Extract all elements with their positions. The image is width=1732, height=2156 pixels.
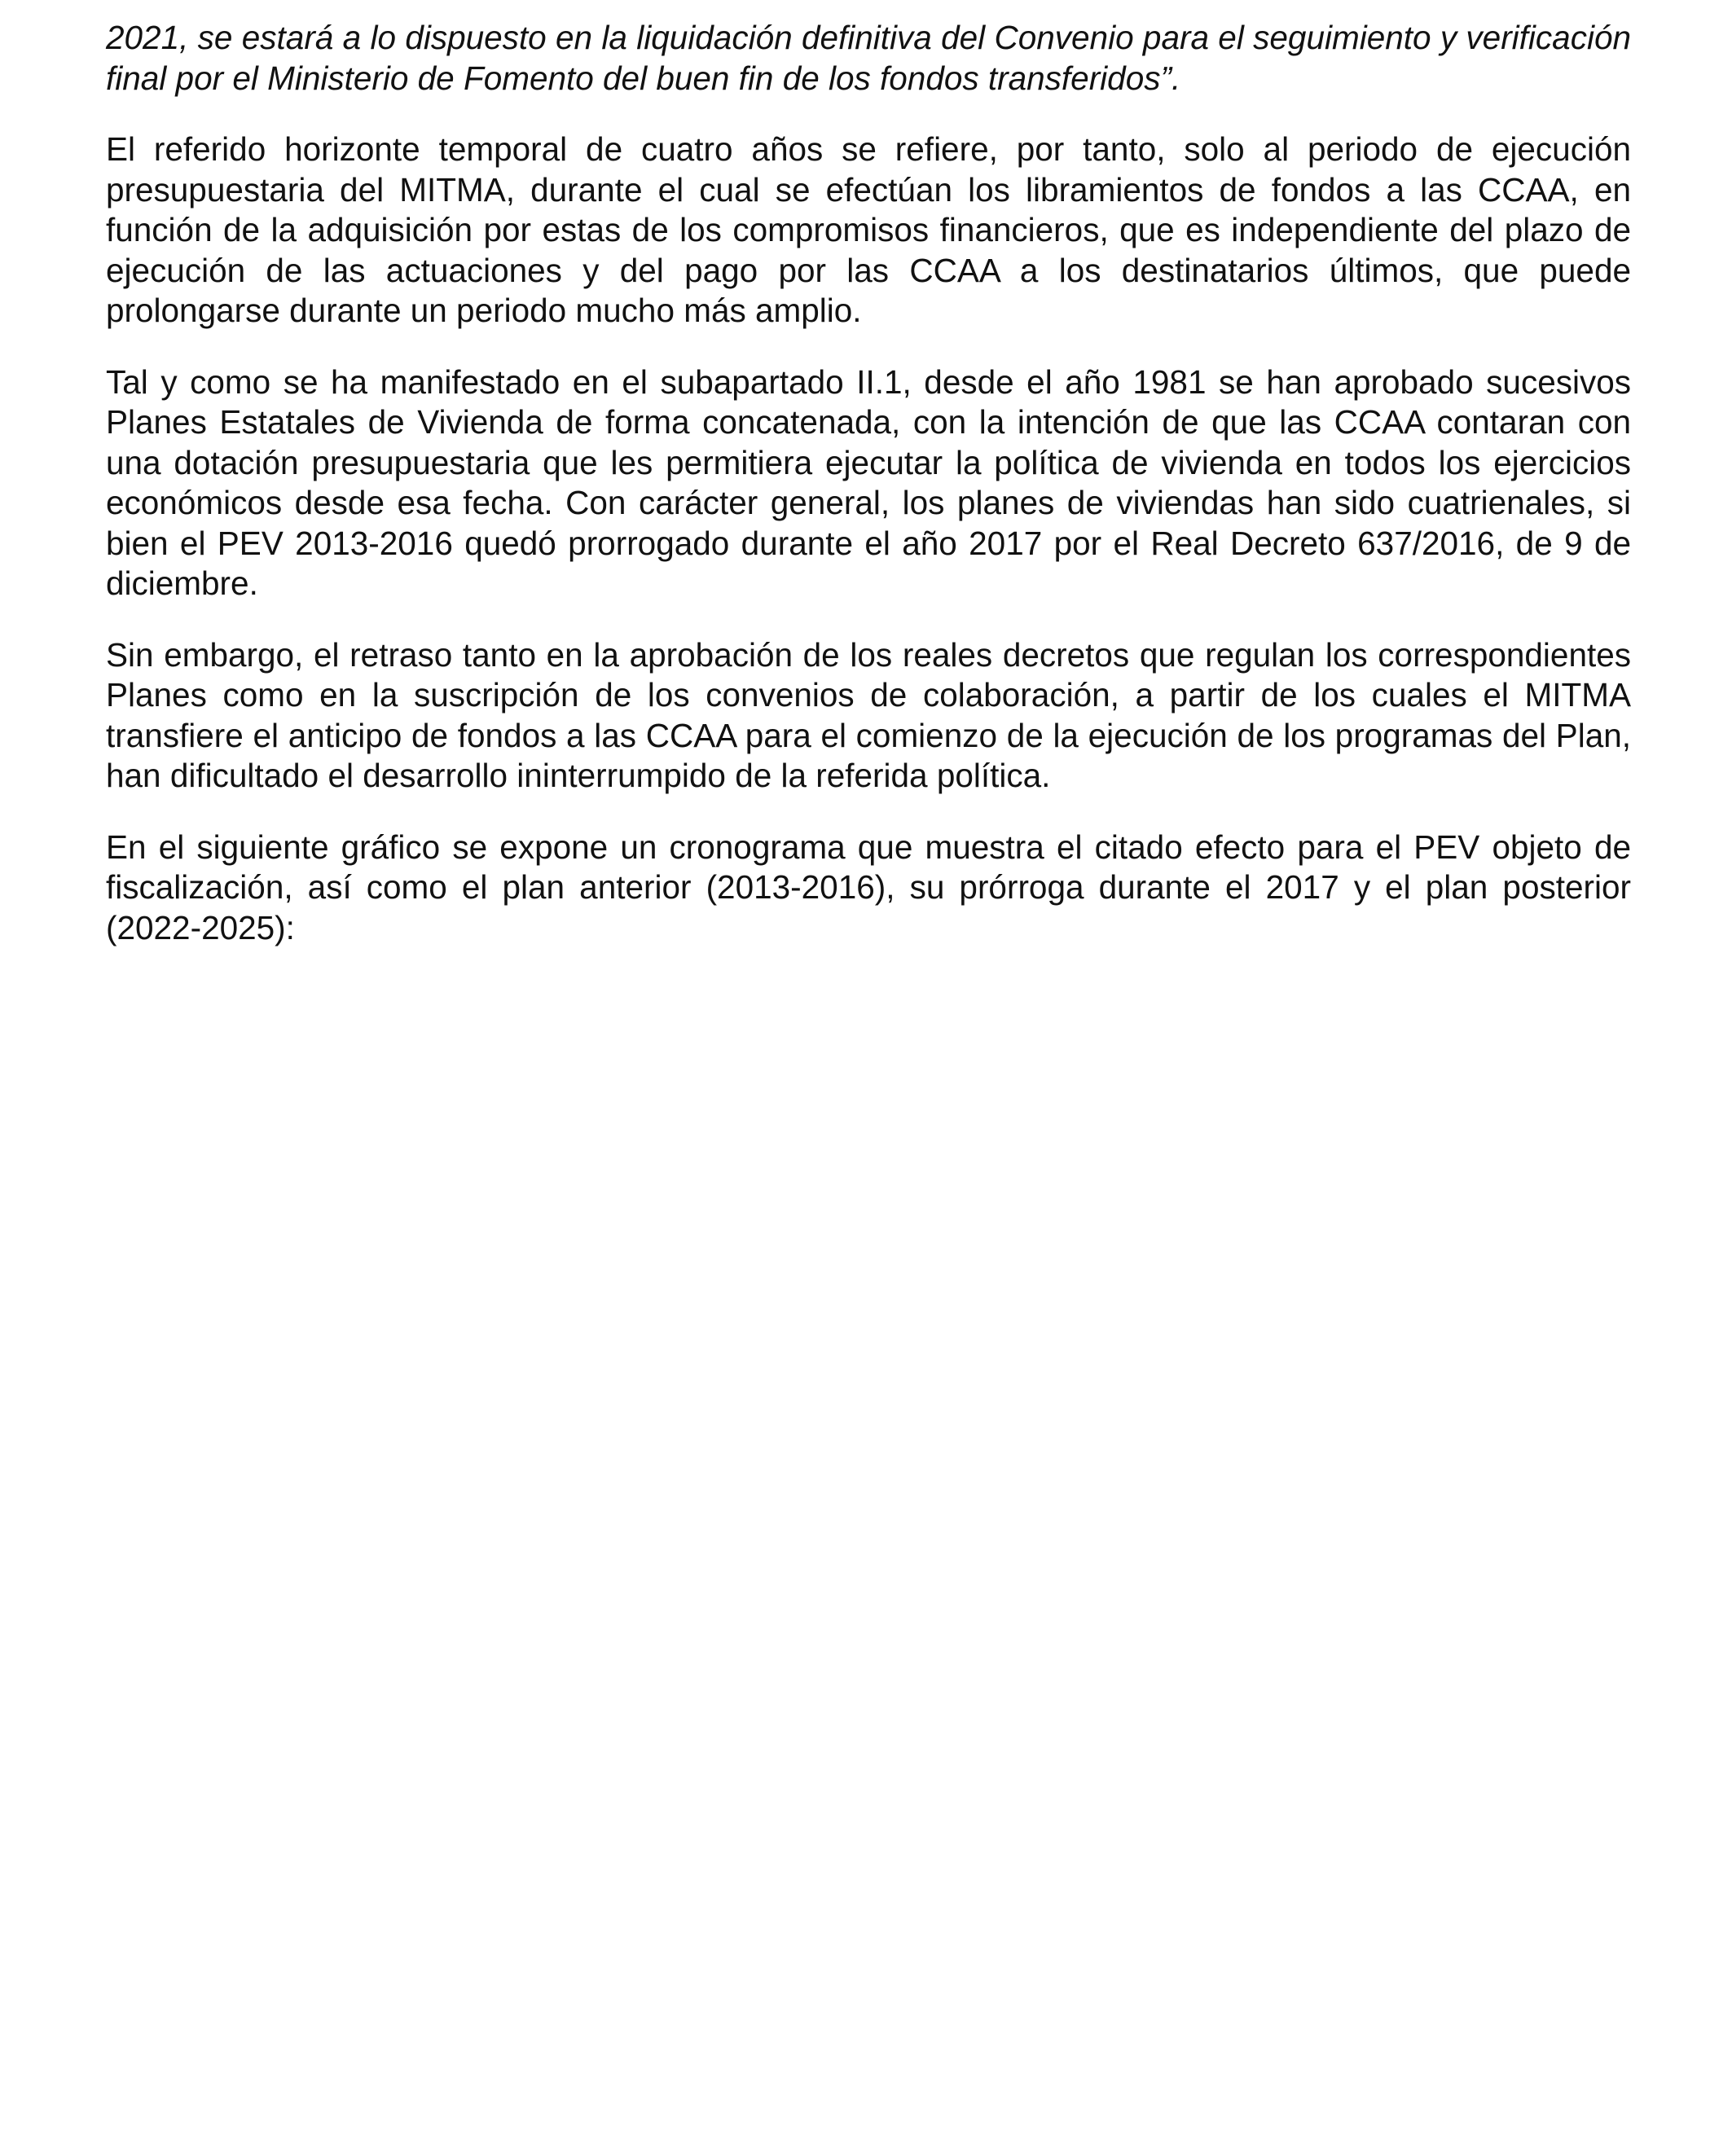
paragraph-retraso: Sin embargo, el retraso tanto en la aprobación de los reales decretos que regulan los correspondientes Planes como en la suscripción de los convenios de colaboración, a partir de los cuales el MITMA transfiere el anticipo de fondos a las CCAA para el comienzo de la ejecución de los programas del Plan, han dificultado el desarrollo ininterrumpido de la referida política. — [106, 635, 1631, 794]
paragraph-cronograma: En el siguiente gráfico se expone un cronograma que muestra el citado efecto para el PEV objeto de fiscalización, así como el plan anterior (2013-2016), su prórroga durante el 2017 y el plan posterior (2022-2025): — [106, 828, 1631, 946]
paragraph-planes-estatales: Tal y como se ha manifestado en el subapartado II.1, desde el año 1981 se han aprobado sucesivos Planes Estatales de Vivienda de forma concatenada, con la intención de que las CCAA contaran con una dotación presupuestaria que les permitiera ejecutar la política de vivienda en todos los ejercicios económicos desde esa fecha. Con carácter general, los planes de viviendas han sido cuatrienales, si bien el PEV 2013-2016 quedó prorrogado durante el año 2017 por el Real Decreto 637/2016, de 9 de diciembre. — [106, 362, 1631, 602]
paragraph-horizonte-temporal: El referido horizonte temporal de cuatro años se refiere, por tanto, solo al periodo de ejecución presupuestaria del MITMA, durante el cual se efectúan los libramientos de fondos a las CCAA, en función de la adquisición por estas de los compromisos financieros, que es independiente del plazo de ejecución de las actuaciones y del pago por las CCAA a los destinatarios últimos, que puede prolongarse durante un periodo mucho más amplio. — [106, 130, 1631, 329]
paragraph-quote-end: 2021, se estará a lo dispuesto en la liquidación definitiva del Convenio para el seguimiento y verificación final por el Ministerio de Fomento del buen fin de los fondos transferidos”. — [106, 19, 1631, 97]
document-page — [106, 18, 1631, 979]
